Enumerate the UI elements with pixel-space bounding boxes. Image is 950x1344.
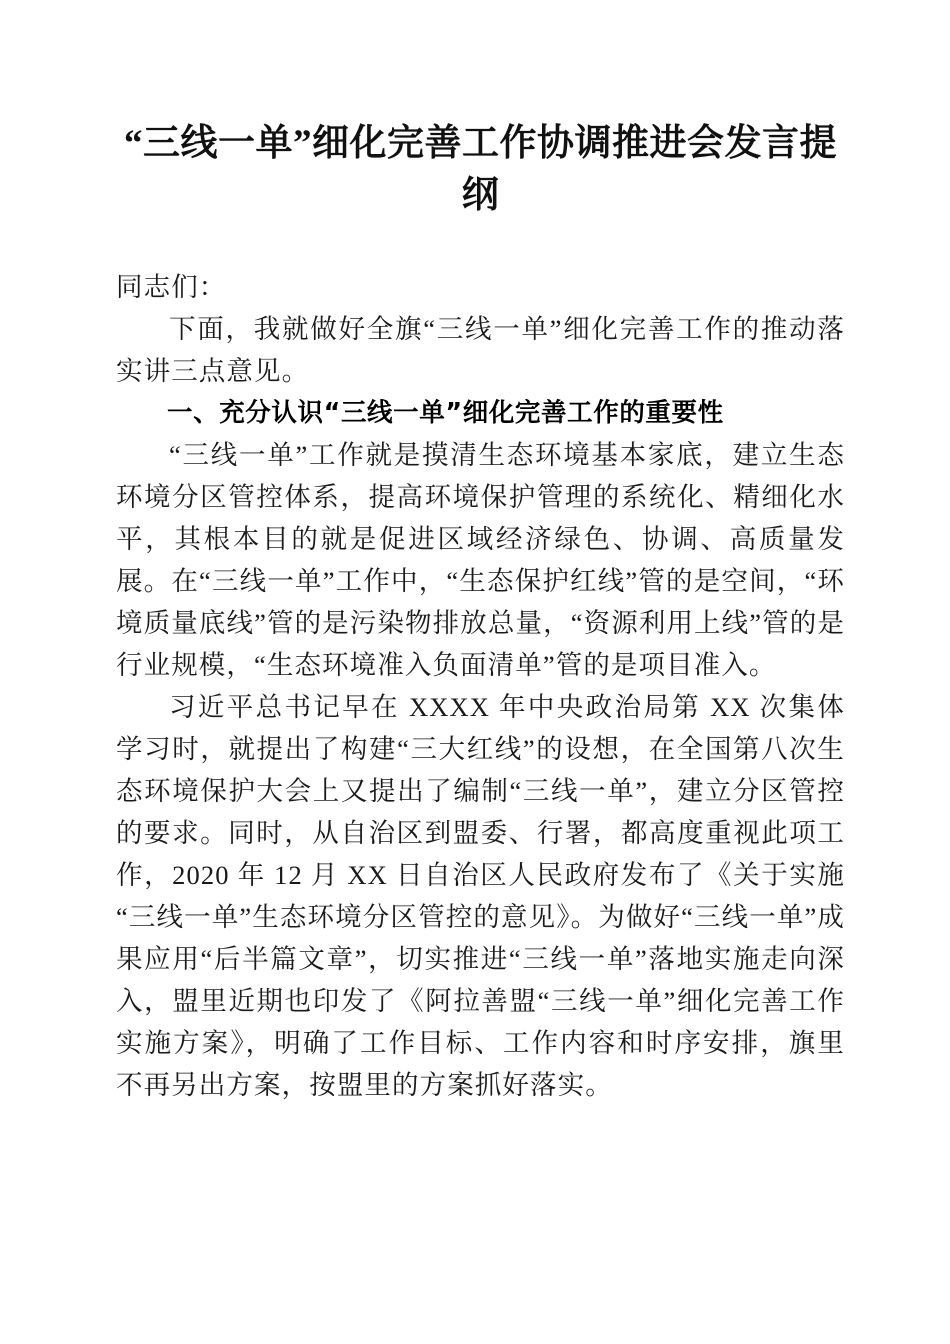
paragraph-section-1-2: 习近平总书记早在 XXXX 年中央政治局第 XX 次集体学习时，就提出了构建“三大红线”的设想，在全国第八次生态环境保护大会上又提出了编制“三线一单”，建立分区管控的要求。同时，从自治区到盟委、行署，都高度重视此项工作，2020 年 12 月 XX 日自治区人民政府发布了《关于实施“三线一单”生态环境分区管控的意见》。为做好“三线一单”成果应用“后半篇文章”，切实推进“三线一单”落地实施走向深入，盟里近期也印发了《阿拉善盟“三线一单”细化完善工作实施方案》，明确了工作目标、工作内容和时序安排，旗里不再另出方案，按盟里的方案抓好落实。 [116, 692, 845, 1100]
paragraph-section-1-1: “三线一单”工作就是摸清生态环境基本家底，建立生态环境分区管控体系，提高环境保护管理的系统化、精细化水平，其根本目的就是促进区域经济绿色、协调、高质量发展。在“三线一单”工作中，“生态保护红线”管的是空间，“环境质量底线”管的是污染物排放总量，“资源利用上线”管的是行业规模，“生态环境准入负面清单”管的是项目准入。 [116, 440, 845, 680]
section-heading-1: 一、充分认识“三线一单”细化完善工作的重要性 [167, 398, 724, 428]
title-spacer [116, 222, 845, 266]
paragraph-intro: 下面，我就做好全旗“三线一单”细化完善工作的推动落实讲三点意见。 [116, 314, 845, 386]
salutation: 同志们： [116, 272, 227, 302]
page-title: “三线一单”细化完善工作协调推进会发言提纲 [124, 123, 837, 216]
document-body [116, 266, 845, 1106]
